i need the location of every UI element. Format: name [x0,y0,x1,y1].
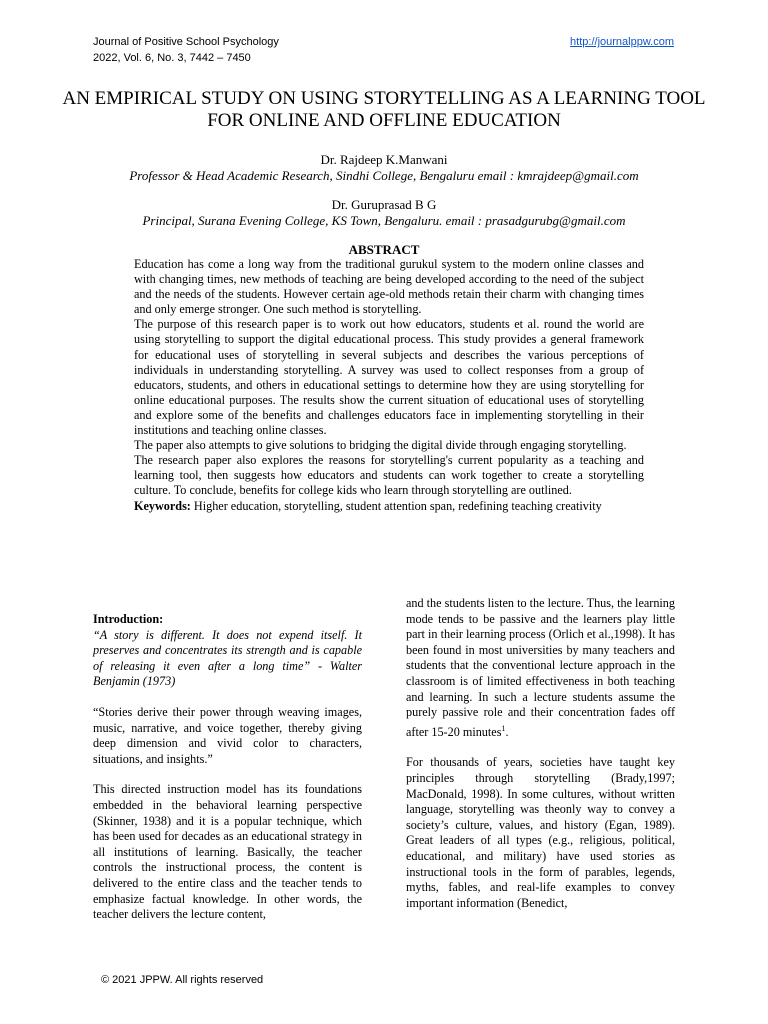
abstract-paragraph: The paper also attempts to give solutions to bridging the digital divide through engaging storytelling. [134,438,627,453]
keywords-list: Higher education, storytelling, student attention span, redefining teaching creativity [190,498,602,513]
paper-title: AN EMPIRICAL STUDY ON USING STORYTELLING AS A LEARNING TOOL FOR ONLINE AND OFFLINE EDUCATION [62,88,706,131]
section-heading: Introduction: [93,612,164,626]
keywords-label: Keywords: [134,498,191,513]
body-paragraph: For thousands of years, societies have taught key principles through storytelling (Brady,1997; MacDonald, 1998). In some cultures, without written language, storytelling was theonly way to convey a society’s culture, values, and history (Egan, 1989). Great leaders of all types (e.g., religious, political, educational, and military) have used stories as instructional tools in the form of parables, legends, myths, fables, and real-life examples to convey important information (Benedict, [406,755,675,910]
journal-citation [93,34,279,66]
author-name: Dr. Guruprasad B G [331,197,437,212]
keywords [134,499,644,514]
abstract-heading: ABSTRACT [348,242,420,257]
author-affiliation: Principal, Surana Evening College, KS Town, Bengaluru. email : prasadgurubg@gmail.com [142,213,626,228]
journal-name: Journal of Positive School Psychology [93,36,279,48]
journal-url-link[interactable]: http://journalppw.com [570,36,674,48]
body-paragraph [406,596,675,740]
body-paragraph: This directed instruction model has its foundations embedded in the behavioral learning perspective (Skinner, 1938) and it is a popular technique, which has been used for decades as an educational strategy in all institutions of learning. Basically, the teacher controls the instructional process, the content is delivered to the entire class and the teacher tends to emphasize factual knowledge. In other words, the teacher delivers the lecture content, [93,782,362,922]
copyright-notice: © 2021 JPPW. All rights reserved [101,974,264,986]
right-column [406,596,675,926]
author-affiliation: Professor & Head Academic Research, Sindhi College, Bengaluru email : kmrajdeep@gmail.com [129,168,639,183]
author-name: Dr. Rajdeep K.Manwani [320,152,448,167]
footnote-marker: 1 [501,723,506,733]
journal-volume: 2022, Vol. 6, No. 3, 7442 – 7450 [93,52,251,64]
left-column [93,612,362,938]
abstract-body [134,257,644,514]
abstract-paragraph: The purpose of this research paper is to work out how educators, students et al. round the world are using storytelling to support the digital educational process. This study provides a general framework for educational uses of storytelling in several subjects and describes the various perceptions of individuals in understanding storytelling. A survey was used to collect responses from a group of educators, students, and others in educational settings to determine how they are using storytelling for online educational purposes. The results show the current situation of educational uses of storytelling and explore some of the benefits and challenges educators face in implementing storytelling in their institutions and teaching online classes. [134,317,644,438]
abstract-paragraph: The research paper also explores the reasons for storytelling's current popularity as a teaching and learning tool, then suggests how educators and students can work together to create a storytelling culture. To conclude, benefits for college kids who learn through storytelling are outlined. [134,453,644,498]
body-paragraph: “Stories derive their power through weaving images, music, narrative, and voice together, thereby giving deep dimension and vivid color to characters, situations, and insights.” [93,704,362,766]
body-text: . [505,724,509,739]
abstract-paragraph: Education has come a long way from the traditional gurukul system to the modern online classes and with changing times, new methods of teaching are being developed according to the need of the subject and the needs of the students. However certain age-old methods retain their charm with changing times and only emerge stronger. One such method is storytelling. [134,257,644,317]
body-text: and the students listen to the lecture. Thus, the learning mode tends to be passive and the learners play little part in their learning process (Orlich et al.,1998). It has been found in most universities by many teachers and students that the conventional lecture approach in the classroom is of limited effectiveness in both teaching and learning. In such a lecture students assume the purely passive role and their concentration fades off after 15-20 minutes [406,596,675,739]
epigraph-quote: “A story is different. It does not expend itself. It preserves and concentrates its strength and is capable of releasing it even after a long time” - Walter Benjamin (1973) [93,627,362,689]
